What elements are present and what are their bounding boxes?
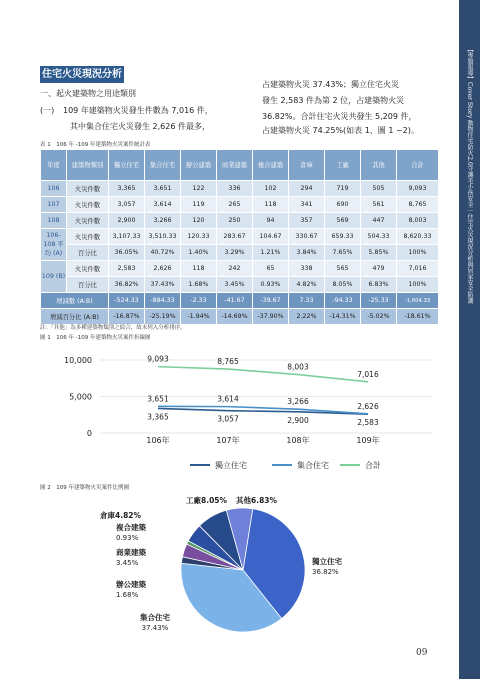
table-cell: -2.33 [181,293,217,309]
y-tick-label: 5,000 [69,392,92,402]
table-cell: 8,620.33 [397,229,439,245]
table-cell: 3,057 [109,197,145,213]
table-cell: 3,614 [145,197,181,213]
year-cell: 107 [41,197,67,213]
table-cell: 1.40% [181,245,217,261]
table-cell: -884.33 [145,293,181,309]
table-cell: 122 [181,181,217,197]
table-cell: 659.33 [325,229,361,245]
slice-label: 辦公建築 [116,580,146,589]
table-cell: 504.33 [361,229,397,245]
table-cell: 336 [217,181,253,197]
table-cell: 120 [181,213,217,229]
table-cell: 102 [253,181,289,197]
page-number: 09 [416,648,428,658]
table-cell: 9,093 [397,181,439,197]
table-row [41,197,439,213]
year-cell: 108 [41,213,67,229]
legend-label: 獨立住宅 [215,461,247,470]
header-cell: 商業建築 [217,150,253,181]
slice-value: 3.45% [116,559,139,567]
table-cell: -1.94% [181,309,217,325]
table-cell: 2.22% [289,309,325,325]
data-label: 8,003 [287,362,309,372]
sidebar-text: 【專題報導】Cover Story 動物住宅防火2.0守護毛小孩安全｜住宅火災現況分析與居家安全防護 [466,46,473,304]
table-cell: 330.67 [289,229,325,245]
sidebar-band [459,0,480,679]
table-cell: 719 [325,181,361,197]
table-cell: 2,583 [109,261,145,277]
table-cell: 561 [361,197,397,213]
table-cell: 104.67 [253,229,289,245]
pie-chart [40,490,440,635]
table-cell: 294 [289,181,325,197]
legend-label: 合計 [365,461,381,470]
table-cell: -524.33 [109,293,145,309]
header-cell: 年度 [41,150,67,181]
table-cell: 119 [181,197,217,213]
header-cell: 辦公建築 [181,150,217,181]
table-note: 註：「其他」為多種建築物類別之綜合，故未列入分析排序。 [40,325,186,331]
table-row [41,181,439,197]
slice-value: 37.43% [141,624,169,632]
header-cell: 倉庫 [289,150,325,181]
left-line-2: 其中集合住宅火災發生 2,626 件最多， [70,122,210,131]
right-line-2: 發生 2,583 件為第 2 位，占建築物火災 [262,96,405,105]
year-cell: 106-108 平均 (A) [41,229,67,261]
table-cell: -25.33 [361,293,397,309]
table-cell: 7.33 [289,293,325,309]
table-row [41,245,439,261]
table-row [41,229,439,245]
header-cell: 合計 [397,150,439,181]
table-cell: 338 [289,261,325,277]
header-cell: 工廠 [325,150,361,181]
table-cell: 118 [181,261,217,277]
slice-label: 其他6.83% [236,496,278,505]
table-cell: 7,016 [397,261,439,277]
table-cell: 100% [397,277,439,293]
table-caption: 表 1 106 年 -109 年建築物火災案件統計表 [40,142,151,148]
table-cell: 341 [289,197,325,213]
data-label: 2,626 [357,401,379,411]
x-tick-label: 109年 [356,436,380,445]
table-cell: 283.67 [217,229,253,245]
legend-label: 集合住宅 [297,461,329,470]
table-cell: 6.83% [361,277,397,293]
heading: 一、起火建築物之用途類別 [40,89,136,98]
table-cell: 3,510.33 [145,229,181,245]
header-cell: 複合建築 [253,150,289,181]
table-cell: 3,107.33 [109,229,145,245]
slice-value: 1.68% [116,591,139,599]
table-cell: 40.72% [145,245,181,261]
table-cell: 690 [325,197,361,213]
table-cell: 242 [217,261,253,277]
data-label: 3,365 [147,412,169,422]
slice-value: 36.82% [312,568,339,576]
slice-label: 獨立住宅 [312,557,342,566]
right-line-1: 占建築物火災 37.43%；獨立住宅火災 [262,80,400,89]
table-cell: -37.90% [253,309,289,325]
table-header-row [41,150,439,181]
table-cell: 4.82% [289,277,325,293]
table-cell: 357 [289,213,325,229]
table-cell: 3,266 [145,213,181,229]
header-cell: 其他 [361,150,397,181]
item-number: (一) [40,106,55,115]
table-row [41,293,439,309]
slice-label: 複合建築 [116,523,146,532]
table-cell: 505 [361,181,397,197]
row-label: 增減數 (A:B) [41,293,109,309]
table-cell: 5.85% [361,245,397,261]
row-label: 火災件數 [67,213,109,229]
data-label: 2,900 [287,415,309,425]
table-cell: 265 [217,197,253,213]
table-cell: -94.33 [325,293,361,309]
table-cell: 37.43% [145,277,181,293]
data-label: 3,266 [287,397,309,407]
table-cell: 250 [217,213,253,229]
section-title: 住宅火災現況分析 [40,66,124,83]
data-label: 9,093 [147,354,169,364]
row-label: 火災件數 [67,229,109,245]
table-cell: 1.68% [181,277,217,293]
table-cell: 118 [253,197,289,213]
header-cell: 集合住宅 [145,150,181,181]
table-cell: -14.31% [325,309,361,325]
table-cell: 8.05% [325,277,361,293]
header-cell: 獨立住宅 [109,150,145,181]
table-cell: -16.87% [109,309,145,325]
fire-stats-table [40,149,439,325]
slice-label: 工廠8.05% [186,496,228,505]
table-cell: -5.02% [361,309,397,325]
row-label: 火災件數 [67,261,109,277]
data-label: 2,583 [357,418,379,428]
row-label: 火災件數 [67,197,109,213]
table-cell: 3.45% [217,277,253,293]
figure-2-caption: 圖 2 109 年建築物火災案件比例圖 [40,485,129,491]
left-line-1: 109 年建築物火災發生件數為 7,016 件， [63,106,213,115]
table-cell: -41.67 [217,293,253,309]
figure-1-caption: 圖 1 106 年 -109 年建築物火災案件折線圖 [40,335,151,341]
table-cell: 120.33 [181,229,217,245]
table-cell: 2,900 [109,213,145,229]
table-cell: 36.82% [109,277,145,293]
data-label: 7,016 [357,369,379,379]
row-label: 火災件數 [67,181,109,197]
table-cell: 447 [361,213,397,229]
right-line-3: 36.82%。合計住宅火災共發生 5,209 件， [262,112,417,121]
table-cell: 3,651 [145,181,181,197]
series-line [158,367,368,382]
data-label: 3,651 [147,394,169,404]
table-cell: -14.69% [217,309,253,325]
slice-value: 0.93% [116,534,139,542]
row-label: 百分比 [67,277,109,293]
slice-label: 倉庫4.82% [100,511,142,520]
table-cell: 8,765 [397,197,439,213]
y-tick-label: 0 [86,429,92,438]
table-cell: -18.61% [397,309,439,325]
table-cell: 3.29% [217,245,253,261]
table-cell: 8,003 [397,213,439,229]
table-row [41,261,439,277]
table-cell: -25.19% [145,309,181,325]
row-label: 增減百分比 (A:B) [41,309,109,325]
y-tick-label: 10,000 [64,356,92,365]
table-cell: 3.84% [289,245,325,261]
table-cell: 569 [325,213,361,229]
row-label: 百分比 [67,245,109,261]
right-line-4: 占建築物火災 74.25%(如表 1、圖 1 ~2)。 [262,126,419,135]
table-row [41,277,439,293]
x-tick-label: 107年 [216,436,240,445]
table-cell: 94 [253,213,289,229]
table-cell: 100% [397,245,439,261]
table-cell: 1.21% [253,245,289,261]
table-row [41,213,439,229]
year-cell: 109 (B) [41,261,67,293]
table-cell: 479 [361,261,397,277]
table-cell: -39.67 [253,293,289,309]
x-tick-label: 106年 [146,436,170,445]
data-label: 3,057 [217,414,239,424]
table-cell: 2,626 [145,261,181,277]
x-tick-label: 108年 [286,436,310,445]
table-cell: 0.93% [253,277,289,293]
year-cell: 106 [41,181,67,197]
table-cell: 65 [253,261,289,277]
table-cell: -1,604.33 [397,293,439,309]
table-cell: 36.05% [109,245,145,261]
table-cell: 7.65% [325,245,361,261]
data-label: 8,765 [217,357,239,367]
table-cell: 565 [325,261,361,277]
slice-label: 商業建築 [116,548,146,557]
data-label: 3,614 [217,394,239,404]
table-cell: 3,365 [109,181,145,197]
line-chart [40,345,440,480]
header-cell: 建築物類別 [67,150,109,181]
slice-label: 集合住宅 [140,613,170,622]
